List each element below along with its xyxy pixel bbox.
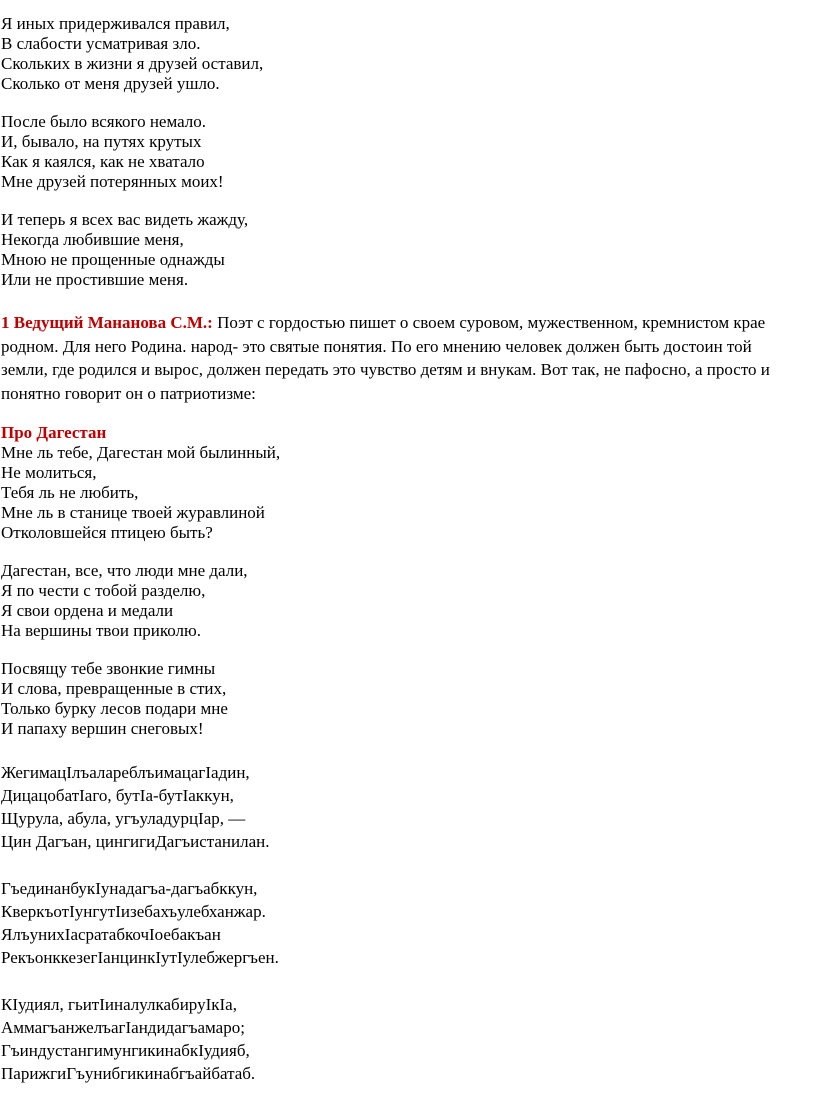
stanza-3	[0, 210, 812, 290]
poem-line: Некогда любившие меня,	[1, 230, 184, 249]
poem-line: Я иных придерживался правил,	[1, 14, 230, 33]
poem-line: Мне ль тебе, Дагестан мой былинный,	[1, 443, 281, 462]
document-page	[0, 14, 812, 1085]
poem-line: ПарижгиГъунибгикинабгъайбатаб.	[1, 1064, 256, 1083]
poem-stanza-1	[0, 443, 812, 543]
poem-line: Дагестан, все, что люди мне дали,	[1, 561, 248, 580]
poem-line: КIудиял, гьитIиналулкабируIкIа,	[1, 995, 237, 1014]
poem-line: В слабости усматривая зло.	[1, 34, 201, 53]
presenter-text: Поэт с гордостью пишет о своем суровом, мужественном, кремнистом крае родном. Для него Родина. народ- это святые понятия. По его мнению человек должен быть достоин той земли, где родился и вырос, должен передать это чувство детям и внукам. Вот так, не пафосно, а просто и понятно говорит он о патриотизме:	[1, 313, 770, 403]
poem-line: ДицацобатIаго, бутIа-бутIаккун,	[1, 786, 234, 805]
presenter-label: 1 Ведущий Мананова С.М.:	[1, 313, 213, 332]
poem-stanza-2	[0, 561, 812, 641]
poem-line: На вершины твои приколю.	[1, 621, 201, 640]
poem-line: АммагъанжелъагIандидагъамаро;	[1, 1018, 245, 1037]
poem-line: Как я каялся, как не хватало	[1, 152, 205, 171]
poem-title: Про Дагестан	[1, 423, 107, 442]
presenter-paragraph	[0, 311, 801, 405]
stanza-1	[0, 14, 812, 94]
poem-line: ГъединанбукIунадагъа-дагъабккун,	[1, 879, 258, 898]
avar-stanza-2	[0, 877, 812, 969]
poem-line: Или не простившие меня.	[1, 270, 189, 289]
poem-line: Я по чести с тобой разделю,	[1, 581, 206, 600]
poem-line: После было всякого немало.	[1, 112, 207, 131]
poem-line: Не молиться,	[1, 463, 97, 482]
poem-line: Отколовшейся птицею быть?	[1, 523, 213, 542]
poem-stanza-3	[0, 659, 812, 739]
poem-line: Скольких в жизни я друзей оставил,	[1, 54, 264, 73]
poem-line: Мне друзей потерянных моих!	[1, 172, 224, 191]
poem-line: Цин Дагъан, цингигиДагъистанилан.	[1, 832, 270, 851]
poem-line: Щурула, абула, угъуладурцIар, —	[1, 809, 246, 828]
poem-line: РекъонккезегIанцинкIутIулебжергъен.	[1, 948, 279, 967]
poem-line: Мне ль в станице твоей журавлиной	[1, 503, 265, 522]
poem-line: ГъиндустангимунгикинабкIудияб,	[1, 1041, 250, 1060]
poem-line: Тебя ль не любить,	[1, 483, 139, 502]
poem-line: ЖегимацIлъалареблъимацагIадин,	[1, 763, 250, 782]
poem-line: И теперь я всех вас видеть жажду,	[1, 210, 249, 229]
avar-stanza-3	[0, 993, 812, 1085]
poem-line: ЯлъунихIасратабкочIоебакъан	[1, 925, 221, 944]
poem-line: Сколько от меня друзей ушло.	[1, 74, 220, 93]
poem-line: КверкъотIунгутIизебахъулебханжар.	[1, 902, 266, 921]
poem-line: Мною не прощенные однажды	[1, 250, 225, 269]
avar-stanza-1	[0, 761, 812, 853]
poem-line: И, бывало, на путях крутых	[1, 132, 202, 151]
stanza-2	[0, 112, 812, 192]
poem-line: Посвящу тебе звонкие гимны	[1, 659, 216, 678]
poem-line: И слова, превращенные в стих,	[1, 679, 227, 698]
poem-line: И папаху вершин снеговых!	[1, 719, 204, 738]
poem-line: Только бурку лесов подари мне	[1, 699, 228, 718]
poem-line: Я свои ордена и медали	[1, 601, 174, 620]
